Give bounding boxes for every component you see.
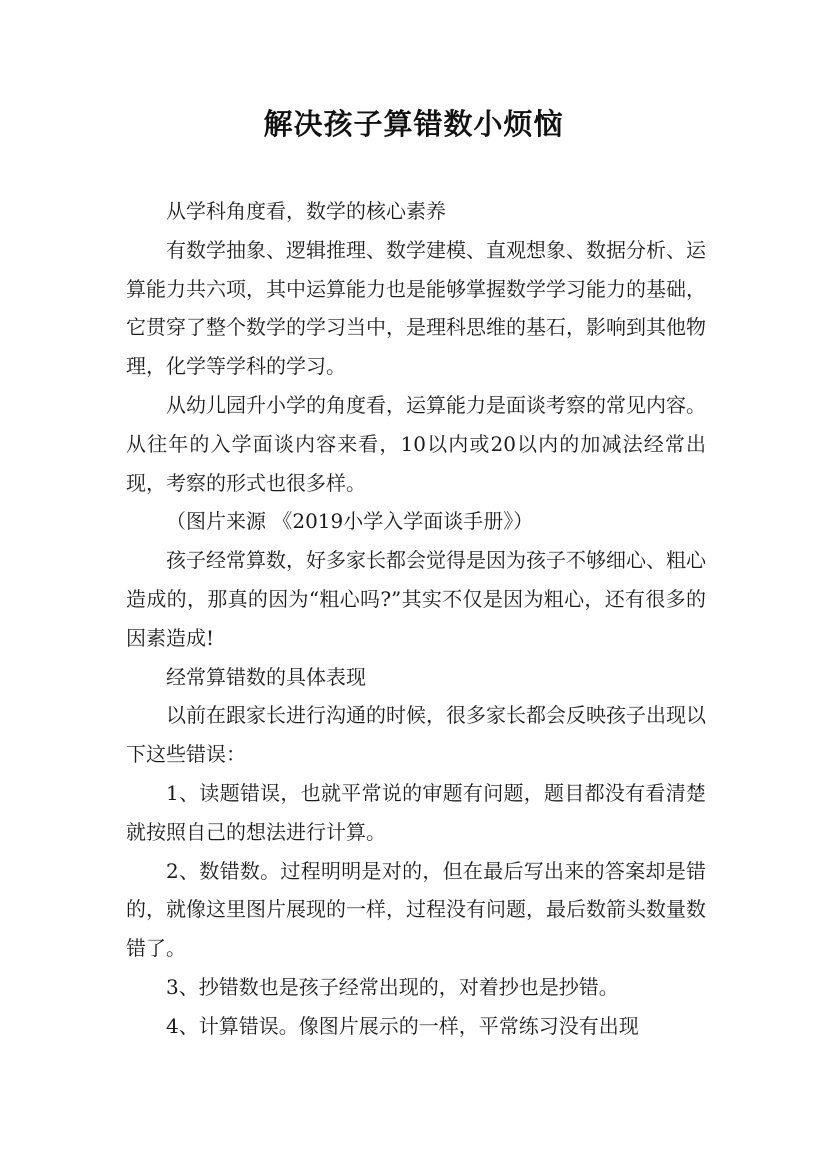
list-item: 3、抄错数也是孩子经常出现的，对着抄也是抄错。 bbox=[166, 974, 619, 999]
document-body bbox=[126, 192, 706, 1046]
paragraph: 有数学抽象、逻辑推理、数学建模、直观想象、数据分析、运算能力共六项，其中运算能力也是能够掌握数学学习能力的基础，它贯穿了整个数学的学习当中，是理科思维的基石，影响到其他物理，化学等学科的学习。 bbox=[126, 237, 706, 379]
list-item: 1、读题错误，也就平常说的审题有问题，题目都没有看清楚就按照自己的想法进行计算。 bbox=[126, 780, 706, 844]
paragraph: 以前在跟家长进行沟通的时候，很多家长都会反映孩子出现以下这些错误： bbox=[126, 703, 706, 767]
list-item: 4、计算错误。像图片展示的一样，平常练习没有出现 bbox=[166, 1013, 639, 1038]
list-item: 2、数错数。过程明明是对的，但在最后写出来的答案却是错的，就像这里图片展现的一样，过程没有问题，最后数箭头数量数错了。 bbox=[126, 858, 706, 961]
document-title: 解决孩子算错数小烦恼 bbox=[263, 107, 564, 141]
section-heading: 经常算错数的具体表现 bbox=[166, 664, 366, 689]
paragraph: 从幼儿园升小学的角度看，运算能力是面谈考察的常见内容。从往年的入学面谈内容来看，10以内或20以内的加减法经常出现，考察的形式也很多样。 bbox=[126, 392, 706, 495]
paragraph: 孩子经常算数，好多家长都会觉得是因为孩子不够细心、粗心造成的，那真的因为“粗心吗?”其实不仅是因为粗心，还有很多的因素造成! bbox=[126, 548, 706, 650]
image-source-caption: （图片来源 《2019小学入学面谈手册》） bbox=[166, 509, 534, 534]
paragraph: 从学科角度看，数学的核心素养 bbox=[166, 199, 446, 223]
